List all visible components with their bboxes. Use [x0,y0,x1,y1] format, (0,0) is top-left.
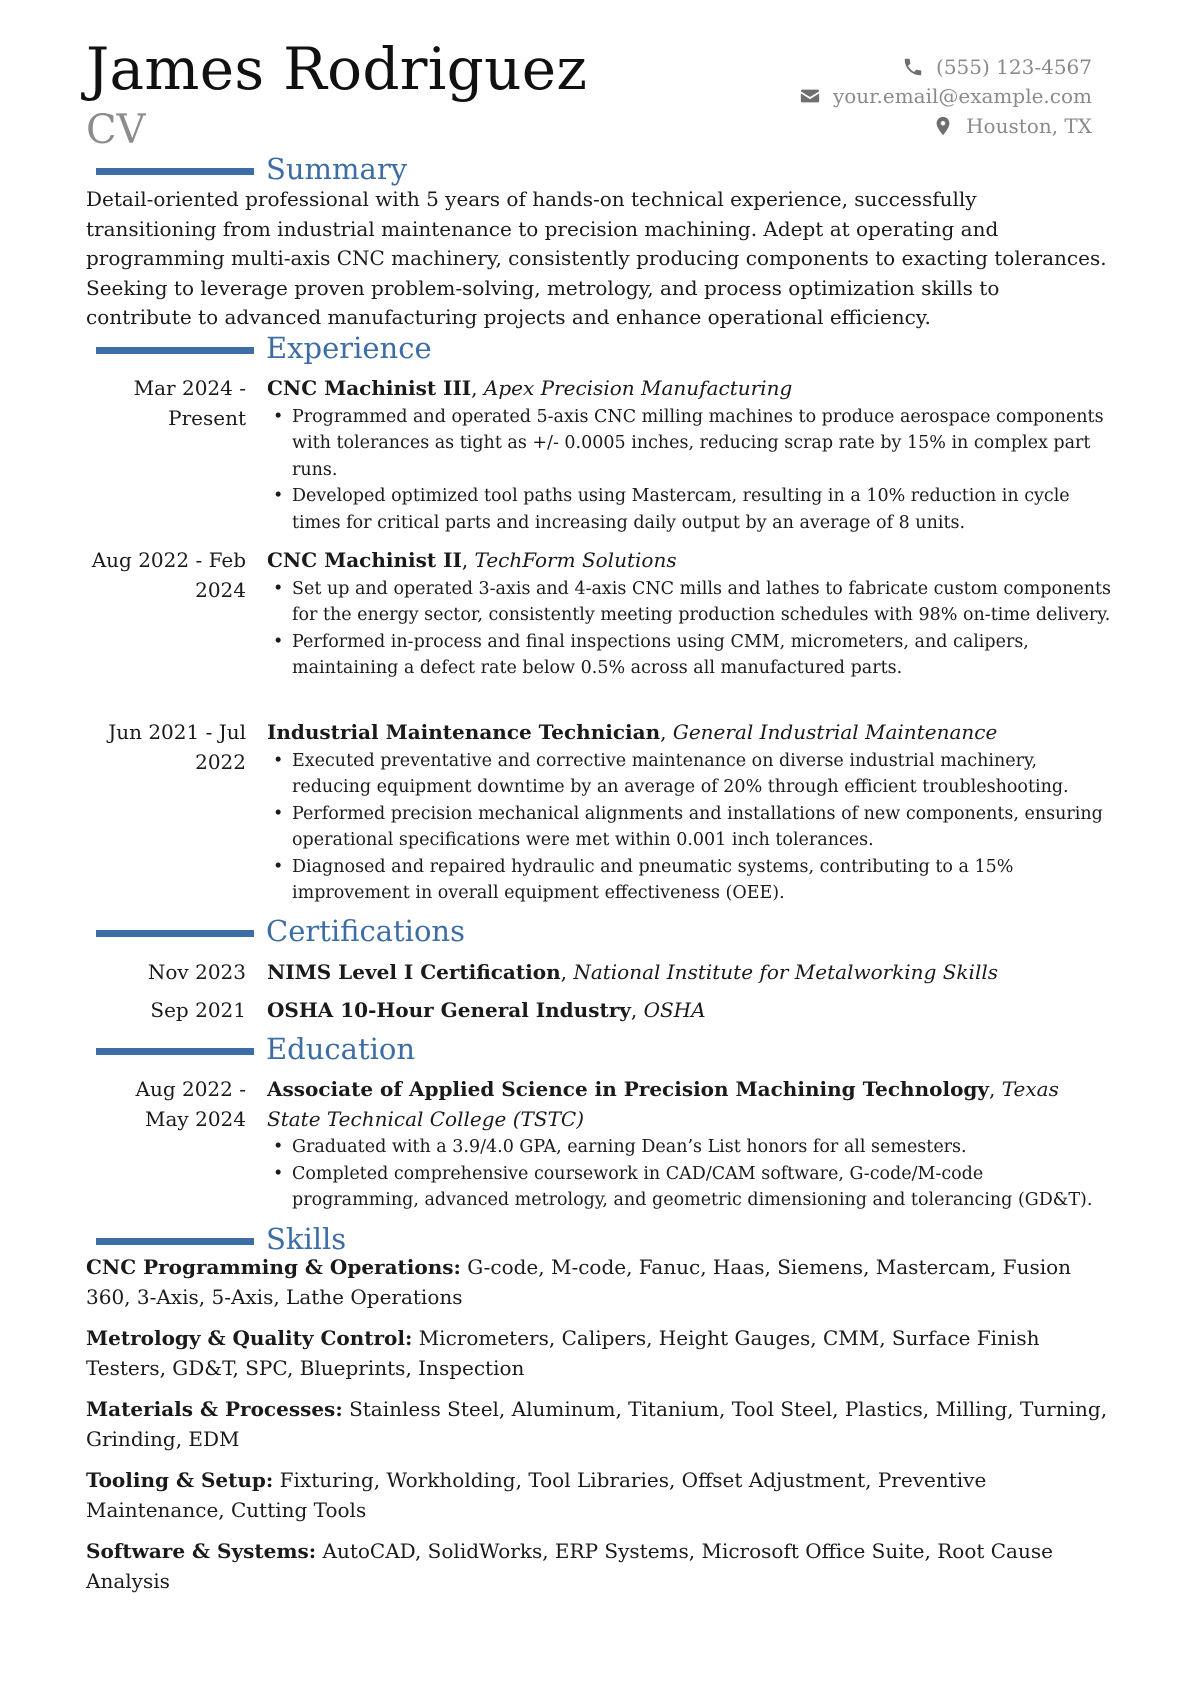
entry-heading: OSHA 10-Hour General Industry, OSHA [267,998,706,1022]
skill-group-label: Metrology & Quality Control: [86,1326,413,1350]
entry-bullets [267,1134,1112,1214]
section-accent-bar [96,1048,254,1055]
skill-group-label: CNC Programming & Operations: [86,1255,461,1279]
list-item: • Completed comprehensive coursework in CAD/CAM software, G-code/M-code programming, advanced metrology, and geometric dimensioning and tolerancing (GD&T). [267,1161,1112,1214]
entry-heading: CNC Machinist II, TechForm Solutions [267,548,677,572]
contact-email [799,82,1092,112]
school-name: Texas State Technical College (TSTC) [267,1077,1059,1131]
skill-group-value: G-code, M-code, Fanuc, Haas, Siemens, Mastercam, Fusion 360, 3-Axis, 5-Axis, Lathe Operations [86,1255,1072,1309]
certification-issuer: National Institute for Metalworking Skills [573,960,998,984]
entry-date: Mar 2024 - Present [133,376,246,430]
job-title: CNC Machinist III [267,376,472,400]
list-item: • Graduated with a 3.9/4.0 GPA, earning Dean’s List honors for all semesters. [267,1134,1112,1161]
section-title: Summary [266,152,408,186]
skill-group-value: Micrometers, Calipers, Height Gauges, CMM, Surface Finish Testers, GD&T, SPC, Blueprints, Inspection [86,1326,1040,1380]
section-title: Skills [266,1222,347,1256]
contact-phone [799,52,1092,82]
envelope-icon [799,85,821,107]
skill-group-value: AutoCAD, SolidWorks, ERP Systems, Microsoft Office Suite, Root Cause Analysis [86,1539,1053,1593]
entry-bullets [267,748,1112,907]
contact-location [799,111,1092,141]
list-item: • Programmed and operated 5-axis CNC milling machines to produce aerospace components with tolerances as tight as +/- 0.0005 inches, reducing scrap rate by 15% in complex part runs. [267,404,1112,484]
skill-group-label: Materials & Processes: [86,1397,343,1421]
skill-group [86,1466,1112,1525]
entry-date: Aug 2022 - May 2024 [135,1077,246,1131]
certification-name: NIMS Level I Certification [267,960,561,984]
section-title: Experience [266,331,432,365]
job-title: Industrial Maintenance Technician [267,720,661,744]
section-title: Certifications [266,914,465,948]
section-accent-bar [96,168,254,175]
skill-group [86,1253,1112,1312]
skill-group-value: Fixturing, Workholding, Tool Libraries, Offset Adjustment, Preventive Maintenance, Cutting Tools [86,1468,987,1522]
skill-group-label: Software & Systems: [86,1539,317,1563]
skill-group-label: Tooling & Setup: [86,1468,274,1492]
list-item: • Developed optimized tool paths using Mastercam, resulting in a 10% reduction in cycle times for critical parts and increasing daily output by an average of 8 units. [267,483,1112,536]
company-name: Apex Precision Manufacturing [483,376,793,400]
certification-issuer: OSHA [643,998,706,1022]
entry-bullets [267,576,1112,682]
company-name: General Industrial Maintenance [672,720,998,744]
entry-heading: CNC Machinist III, Apex Precision Manufacturing [267,376,793,400]
email-address[interactable]: your.email@example.com [832,84,1092,109]
section-heading-education [96,1032,1096,1070]
section-title: Education [266,1032,416,1066]
list-item: • Performed in-process and final inspections using CMM, micrometers, and calipers, maintaining a defect rate below 0.5% across all manufactured parts. [267,629,1112,682]
document-subtitle: CV [86,107,146,153]
candidate-name: James Rodriguez [86,35,588,103]
entry-date: Nov 2023 [147,960,246,984]
degree-name: Associate of Applied Science in Precision Machining Technology [267,1077,990,1101]
entry-heading: Industrial Maintenance Technician, General Industrial Maintenance [267,720,998,744]
skill-group [86,1537,1112,1596]
list-item: • Set up and operated 3-axis and 4-axis CNC mills and lathes to fabricate custom components for the energy sector, consistently meeting production schedules with 98% on-time delivery. [267,576,1112,629]
entry-heading: Associate of Applied Science in Precision Machining Technology, Texas State Technical College (TSTC) [267,1077,1059,1131]
entry-date: Aug 2022 - Feb 2024 [91,548,246,602]
section-heading-certifications [96,914,1096,952]
skill-group-value: Stainless Steel, Aluminum, Titanium, Tool Steel, Plastics, Milling, Turning, Grinding, EDM [86,1397,1108,1451]
contact-block [799,52,1092,141]
entry-date: Sep 2021 [150,998,246,1022]
entry-bullets [267,404,1112,537]
company-name: TechForm Solutions [474,548,677,572]
list-item: • Performed precision mechanical alignments and installations of new components, ensuring operational specifications were met within 0.001 inch tolerances. [267,801,1112,854]
section-accent-bar [96,347,254,354]
phone-number[interactable]: (555) 123-4567 [936,54,1092,79]
entry-date: Jun 2021 - Jul 2022 [108,720,246,774]
section-heading-experience [96,331,1096,369]
skill-group [86,1324,1112,1383]
job-title: CNC Machinist II [267,548,462,572]
section-accent-bar [96,930,254,937]
summary-text: Detail-oriented professional with 5 years of hands-on technical experience, successfully transitioning from industrial maintenance to precision machining. Adept at operating and programming multi-axis CNC machinery, consistently producing components to exacting tolerances. Seeking to leverage proven problem-solving, metrology, and process optimization skills to contribute to advanced manufacturing projects and enhance operational efficiency. [86,187,1107,329]
entry-heading: NIMS Level I Certification, National Institute for Metalworking Skills [267,960,998,984]
phone-icon [902,56,924,78]
list-item: • Executed preventative and corrective maintenance on diverse industrial machinery, reducing equipment downtime by an average of 20% through efficient troubleshooting. [267,748,1112,801]
location-text: Houston, TX [966,113,1092,138]
map-pin-icon [932,115,954,137]
certification-name: OSHA 10-Hour General Industry [267,998,631,1022]
skill-group [86,1395,1112,1454]
section-accent-bar [96,1238,254,1245]
list-item: • Diagnosed and repaired hydraulic and pneumatic systems, contributing to a 15% improvement in overall equipment effectiveness (OEE). [267,854,1112,907]
